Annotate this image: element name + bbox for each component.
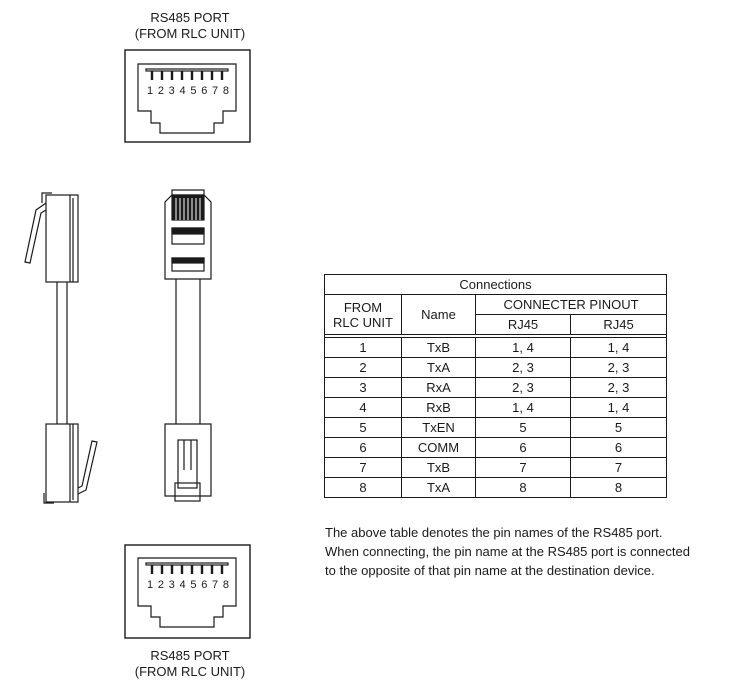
cable-front-view — [165, 190, 211, 501]
cell-rj45-a: 6 — [476, 438, 571, 458]
cell-rj45-b: 5 — [571, 418, 667, 438]
cell-rj45-a: 2, 3 — [476, 378, 571, 398]
table-row — [325, 358, 667, 378]
top-port-pin-numbers: 12345678 — [147, 85, 229, 97]
cell-from: 8 — [325, 478, 402, 498]
cell-name: TxA — [402, 358, 476, 378]
cell-rj45-b: 6 — [571, 438, 667, 458]
top-port-pin-contacts — [146, 69, 228, 80]
cell-rj45-a: 2, 3 — [476, 358, 571, 378]
cell-name: TxB — [402, 458, 476, 478]
table-row — [325, 438, 667, 458]
cell-rj45-a: 1, 4 — [476, 338, 571, 358]
col-header-rj45-b: RJ45 — [571, 315, 667, 335]
rj45-cable-drawing — [0, 0, 320, 685]
bottom-port-label-line1: RS485 PORT — [150, 648, 230, 663]
cell-from: 2 — [325, 358, 402, 378]
cell-rj45-b: 1, 4 — [571, 338, 667, 358]
bottom-port-label-line2: (FROM RLC UNIT) — [134, 664, 246, 679]
cell-from: 5 — [325, 418, 402, 438]
col-header-from-rlc-unit — [325, 295, 402, 335]
table-row — [325, 338, 667, 358]
cell-name: TxEN — [402, 418, 476, 438]
cell-from: 6 — [325, 438, 402, 458]
col-header-connecter-pinout: CONNECTER PINOUT — [476, 295, 667, 315]
table-row — [325, 478, 667, 498]
bottom-rj45-port — [125, 545, 250, 638]
cell-from: 3 — [325, 378, 402, 398]
pinout-note — [325, 523, 745, 580]
cell-rj45-b: 2, 3 — [571, 378, 667, 398]
note-line2: When connecting, the pin name at the RS485 port is connected — [325, 544, 690, 559]
cell-from: 4 — [325, 398, 402, 418]
table-row — [325, 418, 667, 438]
cell-rj45-a: 1, 4 — [476, 398, 571, 418]
table-row — [325, 378, 667, 398]
cell-name: TxB — [402, 338, 476, 358]
bottom-port-pin-numbers: 12345678 — [147, 579, 229, 591]
table-row — [325, 398, 667, 418]
connections-table — [324, 274, 667, 498]
table-row — [325, 458, 667, 478]
cell-name: RxA — [402, 378, 476, 398]
cell-rj45-a: 8 — [476, 478, 571, 498]
cell-name: RxB — [402, 398, 476, 418]
col-header-from-line2: RLC UNIT — [333, 314, 393, 330]
cell-rj45-a: 5 — [476, 418, 571, 438]
cell-rj45-b: 1, 4 — [571, 398, 667, 418]
col-header-rj45-a: RJ45 — [476, 315, 571, 335]
cell-name: TxA — [402, 478, 476, 498]
note-line3: to the opposite of that pin name at the destination device. — [325, 563, 655, 578]
cell-name: COMM — [402, 438, 476, 458]
bottom-port-pin-contacts — [146, 563, 228, 574]
note-line1: The above table denotes the pin names of the RS485 port. — [325, 525, 663, 540]
cell-rj45-b: 2, 3 — [571, 358, 667, 378]
table-title: Connections — [325, 275, 667, 295]
cell-from: 7 — [325, 458, 402, 478]
cell-from: 1 — [325, 338, 402, 358]
cell-rj45-b: 7 — [571, 458, 667, 478]
col-header-from-line1: FROM — [343, 299, 383, 315]
top-port-label-line1: RS485 PORT — [150, 10, 230, 25]
top-port-label-line2: (FROM RLC UNIT) — [134, 26, 246, 41]
cable-side-view — [25, 193, 97, 503]
cell-rj45-b: 8 — [571, 478, 667, 498]
cell-rj45-a: 7 — [476, 458, 571, 478]
col-header-name: Name — [402, 295, 476, 335]
top-rj45-port — [125, 50, 250, 142]
